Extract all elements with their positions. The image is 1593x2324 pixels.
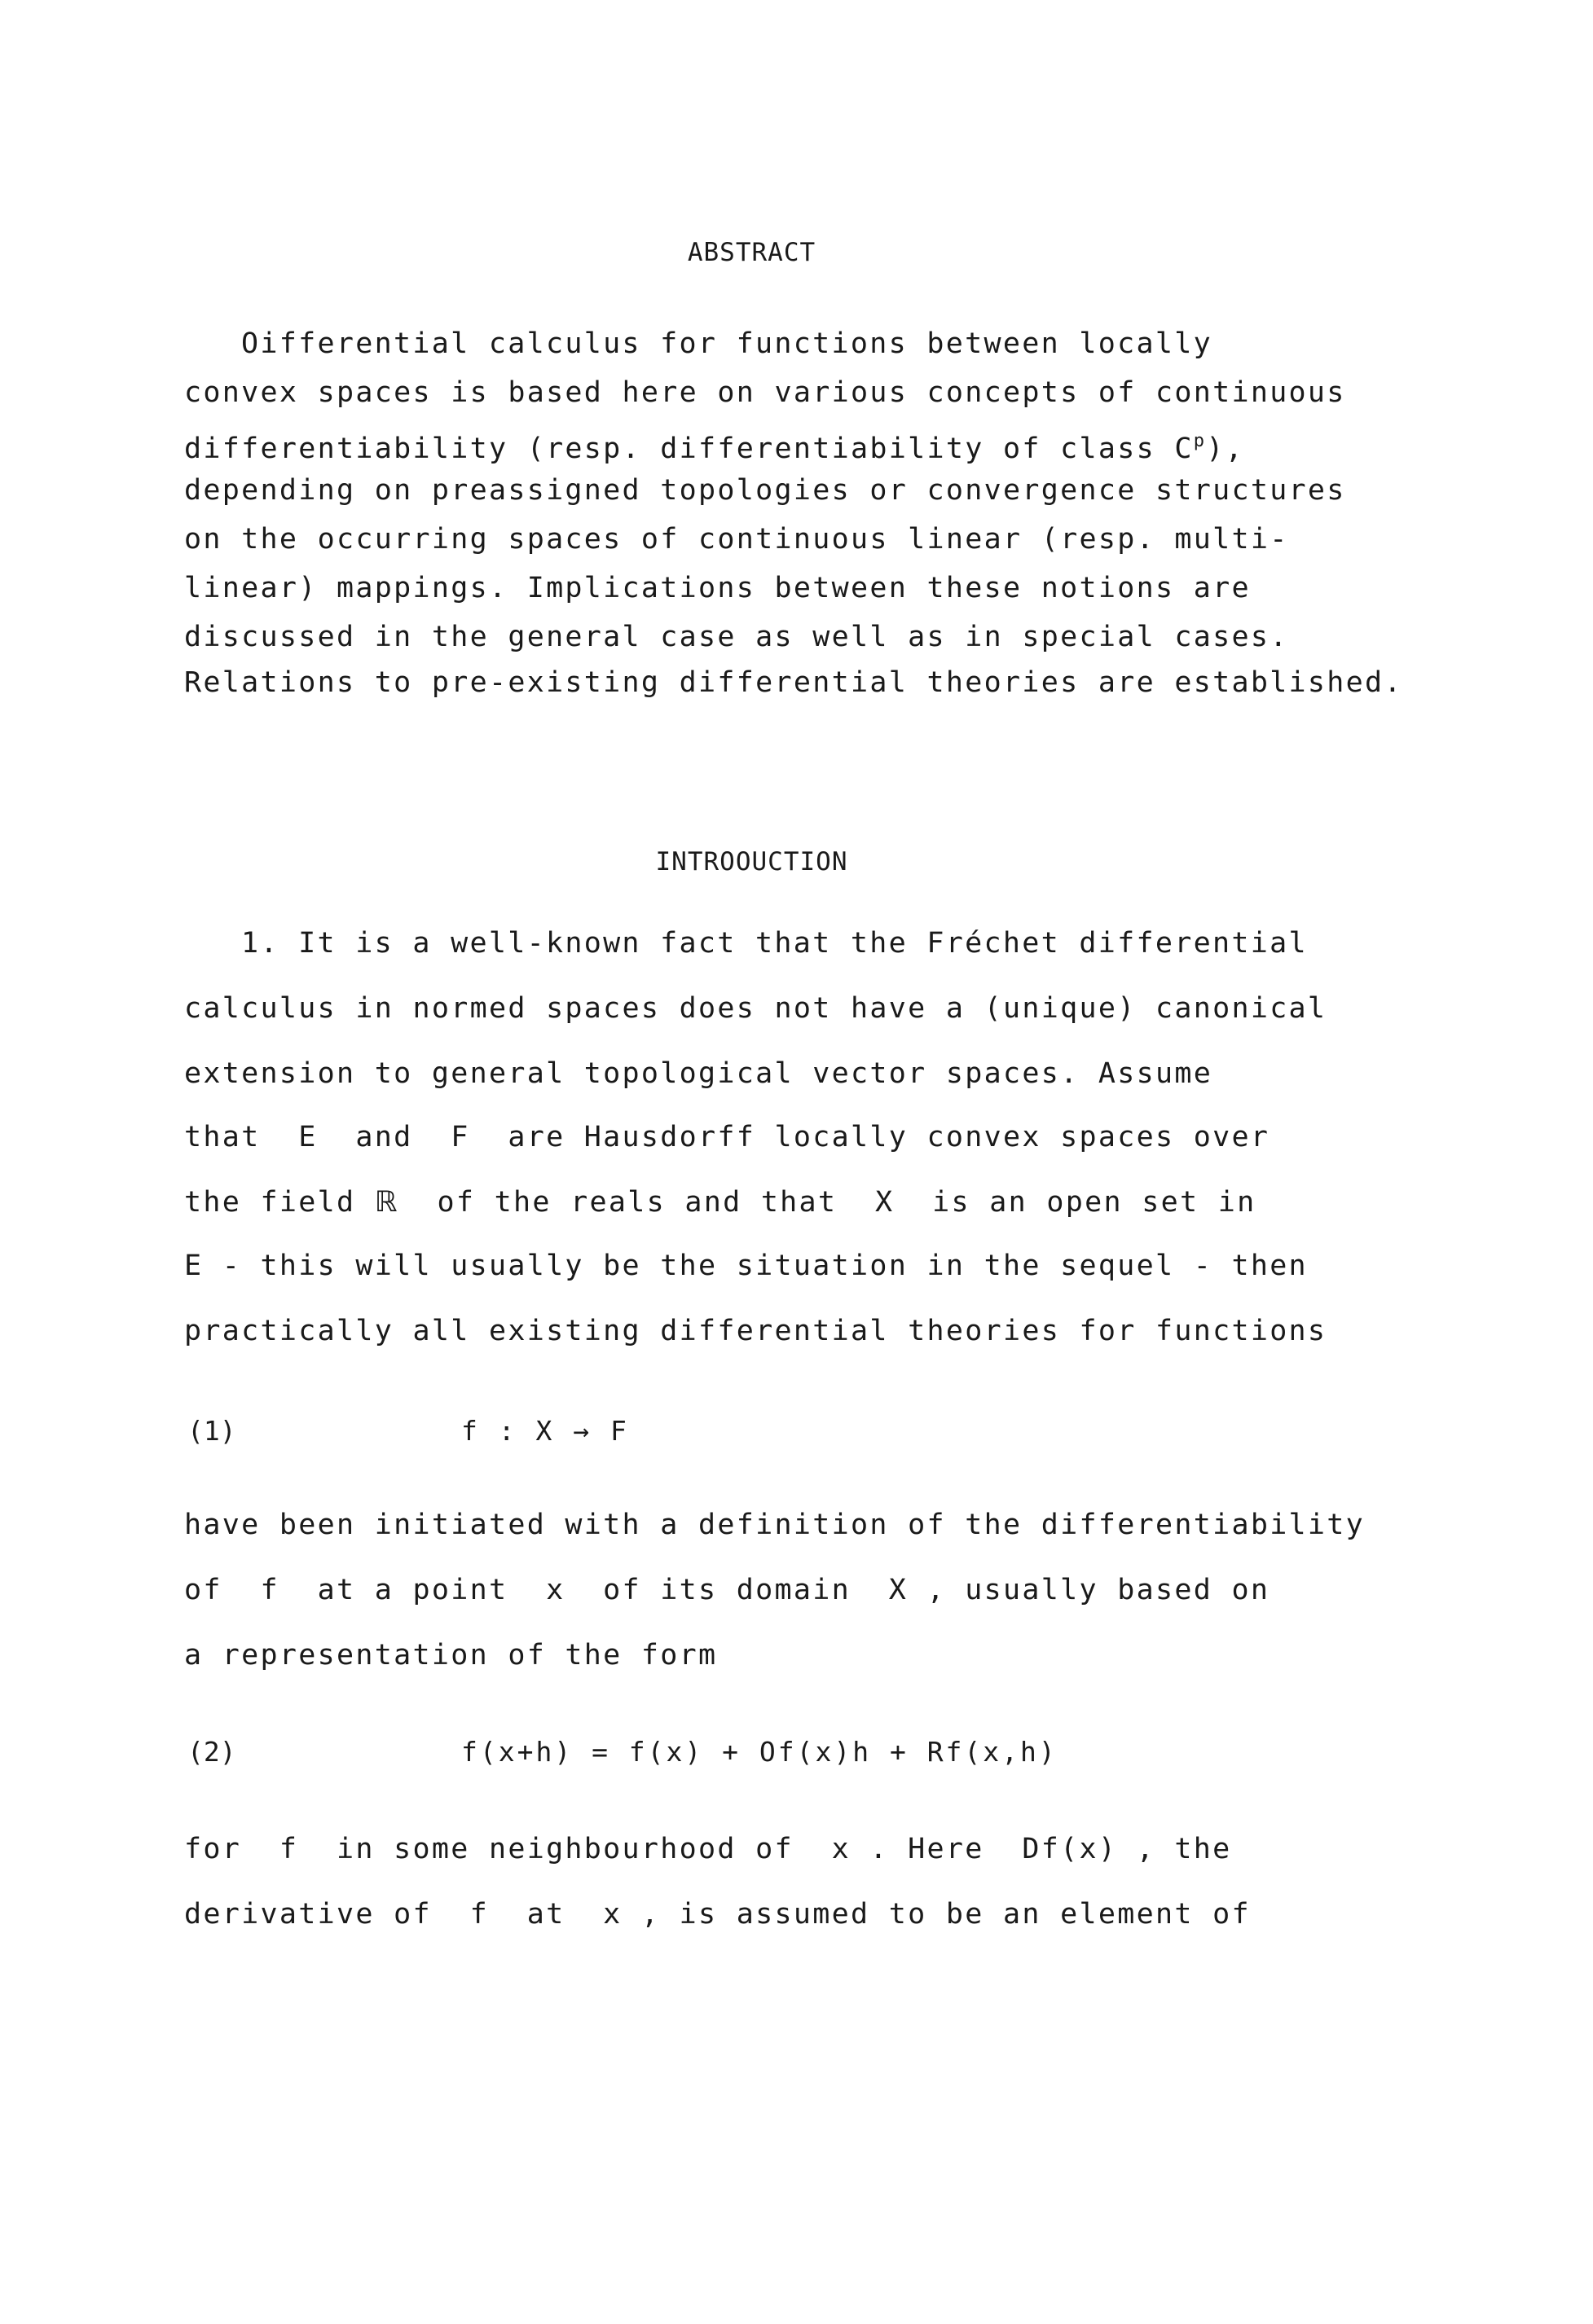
intro-line-1: 1. It is a well-known fact that the Fréchet differential xyxy=(241,927,1308,960)
real-field-symbol: ℝ xyxy=(374,1186,399,1219)
abstract-line-8: Relations to pre-existing differential theories are established. xyxy=(184,666,1403,699)
intro-line-8: have been initiated with a definition of the differentiability xyxy=(184,1509,1366,1541)
abstract-line-6: linear) mappings. Implications between these notions are xyxy=(184,572,1251,604)
abstract-line-5: on the occurring spaces of continuous linear (resp. multi- xyxy=(184,523,1289,556)
introduction-heading: INTROOUCTION xyxy=(655,847,848,876)
intro-line-9: of f at a point x of its domain X , usually based on xyxy=(184,1574,1270,1606)
intro-line-4: that E and F are Hausdorff locally convex spaces over xyxy=(184,1121,1270,1153)
intro-line-5 xyxy=(184,1186,1256,1219)
intro-line-5-suffix: of the reals and that X is an open set in xyxy=(398,1186,1256,1219)
abstract-line-3-text: differentiability (resp. differentiability of class C xyxy=(184,433,1194,465)
abstract-line-1: Oifferential calculus for functions between locally xyxy=(241,327,1212,360)
intro-line-7: practically all existing differential theories for functions xyxy=(184,1315,1327,1347)
intro-line-10: a representation of the form xyxy=(184,1639,718,1672)
intro-line-3: extension to general topological vector spaces. Assume xyxy=(184,1057,1213,1090)
intro-line-6: E - this will usually be the situation in the sequel - then xyxy=(184,1250,1308,1282)
abstract-line-2: convex spaces is based here on various concepts of continuous xyxy=(184,376,1346,409)
intro-line-2: calculus in normed spaces does not have a (unique) canonical xyxy=(184,992,1327,1025)
abstract-line-4: depending on preassigned topologies or convergence structures xyxy=(184,474,1346,507)
equation-2-number: (2) xyxy=(187,1736,236,1768)
equation-2-body: f(x+h) = f(x) + Of(x)h + Rf(x,h) xyxy=(461,1736,1058,1768)
abstract-line-7: discussed in the general case as well as in special cases. xyxy=(184,621,1289,653)
equation-1-body: f : X → F xyxy=(461,1415,629,1447)
intro-line-5-text: the field xyxy=(184,1186,375,1219)
abstract-line-3-suffix: ), xyxy=(1206,433,1245,465)
abstract-heading: ABSTRACT xyxy=(687,238,816,267)
equation-1-number: (1) xyxy=(187,1415,236,1447)
abstract-line-3 xyxy=(184,425,1244,465)
intro-line-12: derivative of f at x , is assumed to be an element of xyxy=(184,1898,1251,1931)
class-superscript: p xyxy=(1193,431,1207,451)
intro-line-11: for f in some neighbourhood of x . Here Df(x) , the xyxy=(184,1833,1232,1865)
